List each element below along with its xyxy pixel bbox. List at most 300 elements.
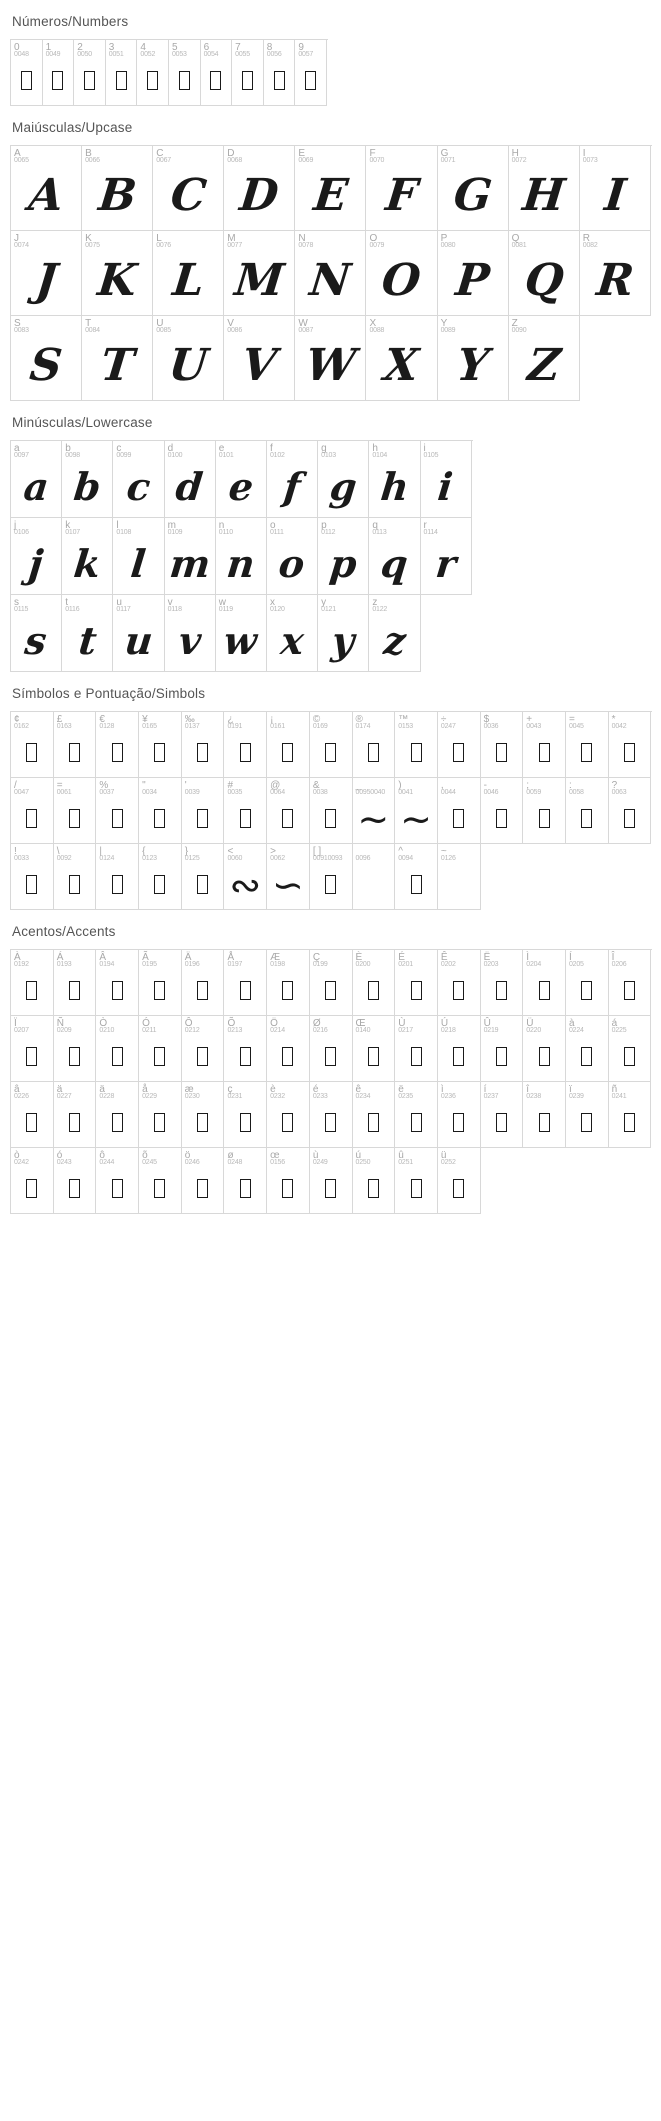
glyph-cell[interactable] [353, 950, 396, 1016]
glyph-code-label: 0058 [568, 789, 584, 796]
glyph-cell[interactable] [11, 231, 82, 316]
glyph-cell[interactable] [509, 146, 580, 231]
glyph-meta [201, 40, 232, 60]
glyph-cell[interactable] [224, 1016, 267, 1082]
glyph-cell[interactable] [395, 1016, 438, 1082]
glyph-code-label: 0232 [270, 1093, 285, 1100]
glyph-cell[interactable] [82, 146, 153, 231]
glyph-cell[interactable] [11, 316, 82, 401]
glyph-cell[interactable] [267, 778, 310, 844]
glyph-code-label: 0097 [14, 452, 29, 459]
glyph-preview [74, 60, 105, 105]
glyph-char-label: T [85, 318, 92, 329]
missing-glyph-icon [69, 1113, 80, 1132]
glyph-cell[interactable] [395, 778, 438, 844]
glyph-cell[interactable] [216, 441, 267, 518]
glyph-meta [113, 518, 163, 538]
glyph-char-label: 9 [298, 42, 304, 53]
glyph-meta [310, 1016, 352, 1036]
glyph-cell[interactable] [224, 146, 295, 231]
glyph-code-label: 0204 [526, 961, 542, 968]
glyph-cell[interactable] [509, 316, 580, 401]
glyph-cell[interactable] [366, 146, 437, 231]
glyph-cell[interactable] [216, 595, 267, 672]
missing-glyph-icon [112, 1047, 123, 1066]
glyph-code-label: 0197 [227, 961, 243, 968]
glyph-char-label: W [298, 318, 308, 329]
glyph-meta [54, 1016, 96, 1036]
glyph-cell[interactable] [96, 1016, 139, 1082]
glyph-rendered: c [124, 464, 153, 509]
glyph-cell[interactable] [523, 1082, 566, 1148]
glyph-cell[interactable] [267, 1016, 310, 1082]
glyph-preview [395, 1036, 437, 1081]
glyph-meta [609, 1082, 651, 1102]
glyph-cell[interactable] [481, 712, 524, 778]
glyph-cell[interactable] [395, 1148, 438, 1214]
glyph-cell[interactable] [139, 950, 182, 1016]
glyph-cell[interactable] [182, 778, 225, 844]
glyph-code-label: 0202 [440, 961, 456, 968]
glyph-meta [139, 1148, 181, 1168]
glyph-preview [310, 732, 352, 777]
glyph-cell[interactable] [609, 778, 652, 844]
section-title: Números/Numbers [12, 14, 129, 29]
glyph-cell[interactable] [11, 1082, 54, 1148]
glyph-char-label: å [142, 1084, 148, 1095]
glyph-cell[interactable] [113, 441, 164, 518]
glyph-cell[interactable] [310, 712, 353, 778]
missing-glyph-icon [411, 981, 422, 1000]
glyph-preview [264, 60, 295, 105]
glyph-cell[interactable] [11, 950, 54, 1016]
glyph-cell[interactable] [54, 844, 97, 910]
glyph-meta [182, 950, 224, 970]
glyph-code-label: 0239 [568, 1093, 584, 1100]
glyph-meta [224, 231, 294, 251]
glyph-char-label: ù [312, 1150, 319, 1161]
glyph-cell[interactable] [310, 778, 353, 844]
glyph-char-label: ú [355, 1150, 362, 1161]
glyph-cell[interactable] [139, 1016, 182, 1082]
glyph-meta [395, 712, 437, 732]
glyph-char-label: ó [56, 1150, 63, 1161]
glyph-cell[interactable] [580, 146, 651, 231]
glyph-cell[interactable] [82, 231, 153, 316]
glyph-char-label: r [423, 520, 427, 531]
missing-glyph-icon [282, 809, 293, 828]
glyph-cell[interactable] [267, 844, 310, 910]
glyph-preview [182, 798, 224, 843]
glyph-cell[interactable] [96, 778, 139, 844]
glyph-preview [224, 251, 294, 315]
glyph-preview [438, 732, 480, 777]
glyph-meta [224, 1082, 266, 1102]
glyph-cell[interactable] [165, 441, 216, 518]
glyph-cell[interactable] [96, 950, 139, 1016]
glyph-preview [11, 732, 53, 777]
glyph-cell[interactable] [318, 441, 369, 518]
glyph-cell[interactable] [318, 595, 369, 672]
glyph-code-label: 0231 [227, 1093, 243, 1100]
glyph-cell[interactable] [267, 518, 318, 595]
glyph-code-label: 0070 [369, 157, 385, 164]
glyph-code-label: 0219 [483, 1027, 499, 1034]
glyph-cell[interactable] [438, 778, 481, 844]
glyph-cell[interactable] [43, 40, 75, 106]
glyph-cell[interactable] [54, 778, 97, 844]
glyph-code-label: 0083 [14, 327, 29, 334]
glyph-cell[interactable] [353, 778, 396, 844]
glyph-cell[interactable] [267, 712, 310, 778]
glyph-cell[interactable] [353, 844, 396, 910]
glyph-cell[interactable] [421, 441, 472, 518]
glyph-char-label: E [298, 148, 306, 159]
glyph-meta [366, 146, 436, 166]
glyph-cell[interactable] [74, 40, 106, 106]
glyph-meta [11, 40, 42, 60]
glyph-preview [580, 251, 650, 315]
glyph-cell[interactable] [369, 441, 420, 518]
glyph-cell[interactable] [182, 844, 225, 910]
glyph-cell[interactable] [139, 712, 182, 778]
glyph-meta [11, 1082, 53, 1102]
missing-glyph-icon [154, 875, 165, 894]
glyph-cell[interactable] [165, 595, 216, 672]
glyph-char-label: ' [184, 780, 187, 791]
glyph-cell[interactable] [395, 1082, 438, 1148]
glyph-cell[interactable] [267, 950, 310, 1016]
glyph-cell[interactable] [310, 1016, 353, 1082]
glyph-cell[interactable] [353, 1016, 396, 1082]
glyph-cell[interactable] [182, 712, 225, 778]
glyph-preview [395, 732, 437, 777]
glyph-cell[interactable] [523, 778, 566, 844]
glyph-rendered: D [237, 170, 282, 221]
glyph-cell[interactable] [153, 146, 224, 231]
glyph-cell[interactable] [113, 595, 164, 672]
glyph-cell[interactable] [139, 1148, 182, 1214]
glyph-rendered: t [76, 618, 99, 663]
glyph-char-label: B [85, 148, 92, 159]
glyph-meta [310, 950, 352, 970]
glyph-meta [216, 441, 266, 461]
glyph-cell[interactable] [481, 1082, 524, 1148]
glyph-meta [54, 778, 96, 798]
glyph-cell[interactable] [11, 712, 54, 778]
glyph-cell[interactable] [523, 950, 566, 1016]
glyph-char-label: U [156, 318, 164, 329]
glyph-meta [224, 712, 266, 732]
glyph-cell[interactable] [224, 844, 267, 910]
glyph-cell[interactable] [438, 844, 481, 910]
glyph-cell[interactable] [609, 712, 652, 778]
glyph-cell[interactable] [11, 595, 62, 672]
glyph-cell[interactable] [96, 712, 139, 778]
glyph-cell[interactable] [295, 40, 327, 106]
glyph-cell[interactable] [353, 1148, 396, 1214]
glyph-cell[interactable] [395, 844, 438, 910]
glyph-char-label: G [440, 148, 449, 159]
glyph-cell[interactable] [182, 1082, 225, 1148]
glyph-cell[interactable] [609, 950, 652, 1016]
glyph-meta [96, 1082, 138, 1102]
glyph-preview [267, 615, 317, 671]
glyph-cell[interactable] [11, 146, 82, 231]
glyph-cell[interactable] [224, 1148, 267, 1214]
glyph-cell[interactable] [267, 1148, 310, 1214]
glyph-cell[interactable] [295, 316, 366, 401]
glyph-cell[interactable] [438, 146, 509, 231]
missing-glyph-icon [69, 809, 80, 828]
glyph-grid [10, 711, 652, 910]
glyph-meta [139, 844, 181, 864]
glyph-cell[interactable] [264, 40, 296, 106]
glyph-cell[interactable] [62, 518, 113, 595]
glyph-meta [224, 316, 294, 336]
glyph-cell[interactable] [224, 950, 267, 1016]
glyph-rendered: V [239, 340, 280, 391]
missing-glyph-icon [197, 743, 208, 762]
glyph-meta [353, 712, 395, 732]
glyph-char-label: Ö [270, 1018, 278, 1029]
glyph-cell[interactable] [54, 1082, 97, 1148]
glyph-cell[interactable] [224, 778, 267, 844]
glyph-cell[interactable] [310, 950, 353, 1016]
glyph-rendered: ~ [357, 796, 390, 841]
glyph-cell[interactable] [295, 231, 366, 316]
glyph-cell[interactable] [182, 1148, 225, 1214]
missing-glyph-icon [26, 1179, 37, 1198]
glyph-char-label: F [369, 148, 376, 159]
glyph-cell[interactable] [137, 40, 169, 106]
missing-glyph-icon [274, 71, 285, 90]
glyph-cell[interactable] [566, 1082, 609, 1148]
glyph-code-label: 0203 [483, 961, 499, 968]
glyph-cell[interactable] [310, 1082, 353, 1148]
glyph-meta [165, 441, 215, 461]
glyph-meta [139, 778, 181, 798]
glyph-cell[interactable] [267, 595, 318, 672]
glyph-cell[interactable] [224, 231, 295, 316]
glyph-meta [62, 595, 112, 615]
glyph-cell[interactable] [11, 844, 54, 910]
missing-glyph-icon [282, 1179, 293, 1198]
glyph-cell[interactable] [82, 316, 153, 401]
glyph-meta [438, 712, 480, 732]
glyph-cell[interactable] [438, 1016, 481, 1082]
glyph-rendered: n [224, 541, 258, 586]
glyph-cell[interactable] [139, 844, 182, 910]
glyph-cell[interactable] [366, 231, 437, 316]
glyph-code-label: 0051 [108, 51, 124, 58]
glyph-code-label: 0080 [440, 242, 456, 249]
glyph-code-label: 0033 [14, 855, 29, 862]
glyph-meta [153, 146, 223, 166]
glyph-code-label: 0042 [611, 723, 627, 730]
missing-glyph-icon [325, 1113, 336, 1132]
glyph-cell[interactable] [395, 712, 438, 778]
glyph-meta [318, 441, 368, 461]
glyph-preview [295, 251, 365, 315]
glyph-cell[interactable] [54, 712, 97, 778]
glyph-grid [10, 949, 652, 1214]
glyph-code-label: 0087 [298, 327, 314, 334]
glyph-cell[interactable] [216, 518, 267, 595]
glyph-cell[interactable] [438, 950, 481, 1016]
glyph-rendered: y [329, 618, 357, 663]
glyph-cell[interactable] [523, 712, 566, 778]
glyph-cell[interactable] [523, 1016, 566, 1082]
glyph-cell[interactable] [96, 844, 139, 910]
glyph-cell[interactable] [481, 1016, 524, 1082]
missing-glyph-icon [116, 71, 127, 90]
missing-glyph-icon [282, 743, 293, 762]
glyph-preview [438, 864, 480, 909]
glyph-char-label: i [423, 443, 426, 454]
glyph-cell[interactable] [11, 778, 54, 844]
missing-glyph-icon [26, 875, 37, 894]
glyph-meta [182, 778, 224, 798]
glyph-code-label: 0088 [369, 327, 385, 334]
missing-glyph-icon [581, 809, 592, 828]
glyph-cell[interactable] [11, 441, 62, 518]
glyph-cell[interactable] [54, 1016, 97, 1082]
glyph-cell[interactable] [438, 1148, 481, 1214]
glyph-meta [395, 778, 437, 798]
glyph-code-label: 0128 [99, 723, 115, 730]
glyph-cell[interactable] [566, 950, 609, 1016]
glyph-cell[interactable] [54, 1148, 97, 1214]
glyph-meta [224, 146, 294, 166]
glyph-cell[interactable] [153, 316, 224, 401]
glyph-cell[interactable] [566, 712, 609, 778]
glyph-code-label: 0113 [372, 529, 387, 536]
glyph-cell[interactable] [139, 1082, 182, 1148]
glyph-meta [566, 1016, 608, 1036]
glyph-cell[interactable] [566, 778, 609, 844]
glyph-cell[interactable] [353, 712, 396, 778]
glyph-cell[interactable] [438, 316, 509, 401]
glyph-cell[interactable] [369, 518, 420, 595]
glyph-cell[interactable] [113, 518, 164, 595]
glyph-cell[interactable] [224, 1082, 267, 1148]
glyph-cell[interactable] [165, 518, 216, 595]
glyph-cell[interactable] [353, 1082, 396, 1148]
glyph-cell[interactable] [169, 40, 201, 106]
glyph-cell[interactable] [62, 441, 113, 518]
glyph-cell[interactable] [366, 316, 437, 401]
glyph-char-label: ò [14, 1150, 20, 1161]
glyph-code-label: 0201 [398, 961, 413, 968]
glyph-cell[interactable] [395, 950, 438, 1016]
glyph-preview [113, 538, 163, 594]
glyph-code-label: 0056 [266, 51, 282, 58]
glyph-cell[interactable] [11, 1016, 54, 1082]
glyph-char-label: b [65, 443, 71, 454]
glyph-meta [566, 778, 608, 798]
glyph-cell[interactable] [267, 441, 318, 518]
glyph-code-label: 0099 [116, 452, 132, 459]
glyph-cell[interactable] [106, 40, 138, 106]
glyph-cell[interactable] [580, 231, 651, 316]
glyph-cell[interactable] [438, 1082, 481, 1148]
glyph-rendered: N [307, 255, 354, 306]
glyph-cell[interactable] [438, 231, 509, 316]
glyph-meta [106, 40, 137, 60]
glyph-cell[interactable] [438, 712, 481, 778]
glyph-preview [438, 336, 508, 400]
glyph-cell[interactable] [224, 316, 295, 401]
glyph-cell[interactable] [481, 778, 524, 844]
glyph-meta [153, 316, 223, 336]
missing-glyph-icon [154, 809, 165, 828]
missing-glyph-icon [26, 1113, 37, 1132]
glyph-meta [82, 316, 152, 336]
glyph-cell[interactable] [509, 231, 580, 316]
glyph-cell[interactable] [224, 712, 267, 778]
glyph-cell[interactable] [11, 40, 43, 106]
glyph-cell[interactable] [182, 1016, 225, 1082]
section-title: Minúsculas/Lowercase [12, 415, 153, 430]
glyph-cell[interactable] [96, 1082, 139, 1148]
glyph-cell[interactable] [11, 518, 62, 595]
glyph-cell[interactable] [310, 844, 353, 910]
glyph-char-label: k [65, 520, 71, 531]
glyph-rendered: v [176, 618, 204, 663]
glyph-char-label: ¢ [14, 714, 20, 725]
glyph-cell[interactable] [139, 778, 182, 844]
glyph-meta [11, 950, 53, 970]
glyph-preview [201, 60, 232, 105]
glyph-preview [421, 538, 471, 594]
glyph-code-label: 0090 [511, 327, 527, 334]
glyph-cell[interactable] [96, 1148, 139, 1214]
glyph-cell[interactable] [609, 1082, 652, 1148]
glyph-char-label: 5 [171, 42, 178, 53]
glyph-char-label: O [369, 233, 378, 244]
glyph-cell[interactable] [232, 40, 264, 106]
glyph-cell[interactable] [153, 231, 224, 316]
glyph-cell[interactable] [310, 1148, 353, 1214]
glyph-cell[interactable] [201, 40, 233, 106]
glyph-cell[interactable] [295, 146, 366, 231]
glyph-cell[interactable] [369, 595, 420, 672]
glyph-cell[interactable] [62, 595, 113, 672]
glyph-cell[interactable] [54, 950, 97, 1016]
glyph-cell[interactable] [481, 950, 524, 1016]
glyph-cell[interactable] [11, 1148, 54, 1214]
missing-glyph-icon [411, 875, 422, 894]
glyph-cell[interactable] [318, 518, 369, 595]
glyph-preview [369, 538, 419, 594]
glyph-code-label: 0191 [227, 723, 243, 730]
glyph-cell[interactable] [566, 1016, 609, 1082]
glyph-preview [113, 461, 163, 517]
missing-glyph-icon [496, 981, 507, 1000]
glyph-char-label: ~ [440, 846, 447, 857]
glyph-cell[interactable] [267, 1082, 310, 1148]
missing-glyph-icon [197, 1047, 208, 1066]
glyph-cell[interactable] [182, 950, 225, 1016]
glyph-cell[interactable] [421, 518, 472, 595]
glyph-char-label: £ [56, 714, 63, 725]
glyph-meta [509, 316, 579, 336]
glyph-char-label: x [269, 597, 275, 608]
glyph-meta [165, 595, 215, 615]
glyph-cell[interactable] [609, 1016, 652, 1082]
glyph-code-label: 0140 [355, 1027, 371, 1034]
